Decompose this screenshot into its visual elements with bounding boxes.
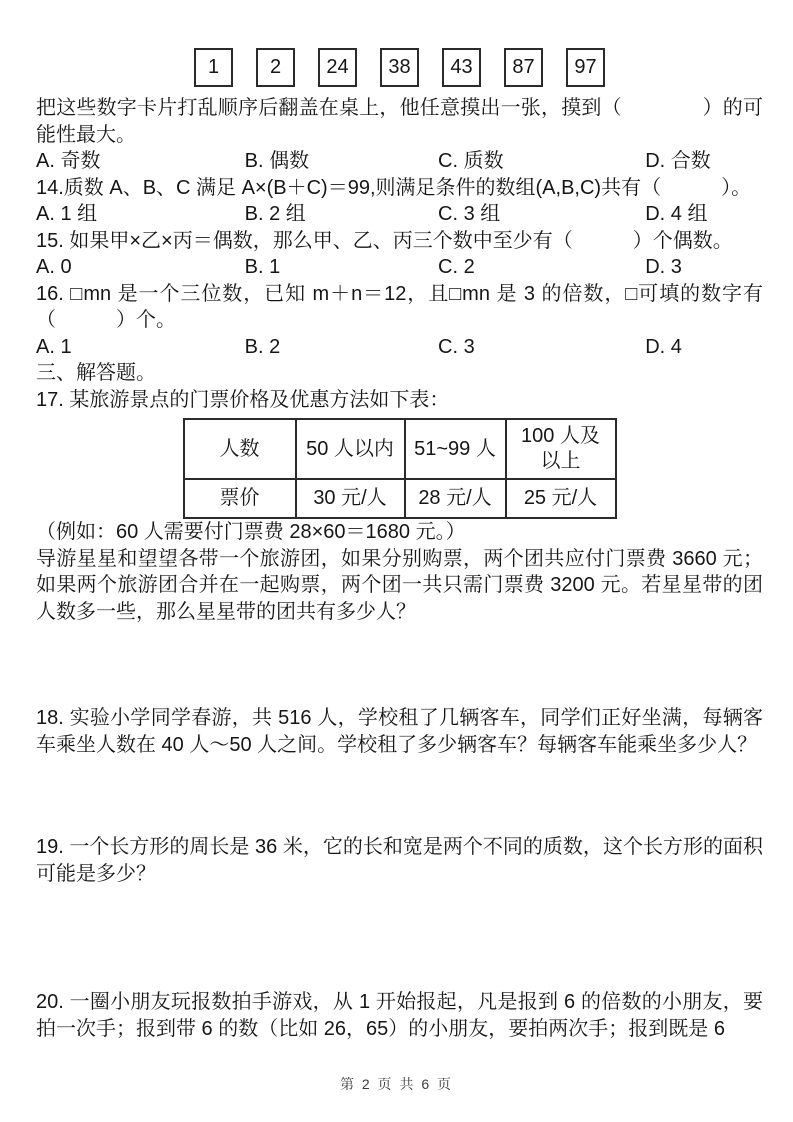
option-a: A. 1 组 [36, 203, 98, 225]
answer-space-q19 [36, 887, 763, 989]
table-cell: 51~99 人 [405, 419, 506, 479]
question-15-options [36, 254, 763, 281]
table-cell: 28 元/人 [405, 479, 506, 518]
option-d: D. 3 [645, 256, 682, 278]
table-cell: 100 人及以上 [506, 419, 616, 479]
table-cell: 50 人以内 [296, 419, 405, 479]
number-cards-row [36, 0, 763, 87]
number-card: 24 [318, 48, 357, 87]
option-d: D. 4 [645, 335, 682, 358]
answer-space-q18 [36, 758, 763, 834]
option-c: C. 质数 [438, 150, 504, 172]
question-16-stem: 16. □mn 是一个三位数，已知 m＋n＝12，且□mn 是 3 的倍数，□可填的数字有（ ）个。 [36, 282, 763, 331]
table-row-price [184, 479, 616, 518]
table-cell: 人数 [184, 419, 296, 479]
option-b: B. 偶数 [244, 150, 310, 172]
question-17-body: 导游星星和望望各带一个旅游团，如果分别购票，两个团共应付门票费 3660 元；如果两个旅游团合并在一起购票，两个团一共只需门票费 3200 元。若星星带的团人数多一些，那么星星带的团共有多少人？ [36, 547, 763, 623]
table-cell: 30 元/人 [296, 479, 405, 518]
question-14-options [36, 201, 763, 228]
question-20-stem: 20. 一圈小朋友玩报数拍手游戏，从 1 开始报起，凡是报到 6 的倍数的小朋友，要拍一次手；报到带 6 的数（比如 26，65）的小朋友，要拍两次手；报到既是 6 [36, 991, 763, 1040]
number-card: 2 [256, 48, 295, 87]
option-a: A. 0 [36, 256, 72, 278]
question-13-stem: 把这些数字卡片打乱顺序后翻盖在桌上，他任意摸出一张，摸到（ ）的可能性最大。 [36, 97, 763, 146]
option-c: C. 3 组 [438, 203, 501, 225]
number-card: 43 [442, 48, 481, 87]
option-c: C. 3 [438, 335, 475, 358]
option-b: B. 2 [244, 335, 281, 358]
table-cell: 25 元/人 [506, 479, 616, 518]
option-b: B. 2 组 [244, 203, 306, 225]
option-a: A. 1 [36, 335, 72, 358]
question-19-stem: 19. 一个长方形的周长是 36 米，它的长和宽是两个不同的质数，这个长方形的面积可能是多少？ [36, 836, 763, 885]
page-footer: 第 2 页 共 6 页 [339, 1076, 454, 1092]
table-cell: 票价 [184, 479, 296, 518]
question-15-stem: 15. 如果甲×乙×丙＝偶数，那么甲、乙、丙三个数中至少有（ ）个偶数。 [36, 229, 733, 252]
question-14-stem: 14.质数 A、B、C 满足 A×(B＋C)＝99,则满足条件的数组(A,B,C)共有（ ）。 [36, 176, 752, 199]
section-3-heading: 三、解答题。 [36, 362, 156, 384]
option-b: B. 1 [244, 256, 281, 278]
answer-space-q17 [36, 625, 763, 705]
number-card: 97 [566, 48, 605, 87]
question-16-options [36, 334, 763, 361]
question-17-intro: 17. 某旅游景点的门票价格及优惠方法如下表： [36, 388, 450, 411]
option-a: A. 奇数 [36, 150, 101, 172]
option-d: D. 合数 [645, 150, 711, 172]
question-13-options [36, 148, 763, 175]
question-18-stem: 18. 实验小学同学春游，共 516 人，学校租了几辆客车，同学们正好坐满，每辆客车乘坐人数在 40 人～50 人之间。学校租了多少辆客车？每辆客车能乘坐多少人？ [36, 707, 763, 756]
table-row-header [184, 419, 616, 479]
number-card: 1 [194, 48, 233, 87]
question-17-example: （例如：60 人需要付门票费 28×60＝1680 元。） [36, 521, 466, 543]
number-card: 87 [504, 48, 543, 87]
ticket-price-table [183, 418, 617, 519]
number-card: 38 [380, 48, 419, 87]
option-d: D. 4 组 [645, 203, 708, 225]
option-c: C. 2 [438, 256, 475, 278]
